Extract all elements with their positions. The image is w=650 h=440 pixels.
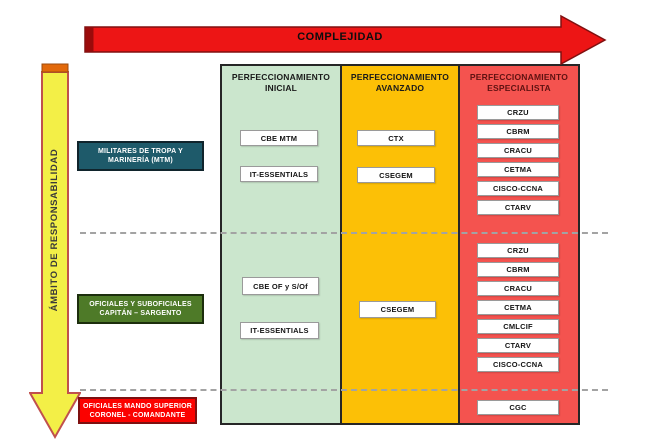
column-header-line1: PERFECCIONAMIENTO [231,72,331,82]
course-box: CISCO-CCNA [477,357,559,372]
course-box: CTARV [477,200,559,215]
course-box: CRZU [477,105,559,120]
course-box: IT-ESSENTIALS [240,322,319,339]
row-label-line1: OFICIALES Y SUBOFICIALES [89,301,192,308]
row-label-line1: OFICIALES MANDO SUPERIOR [82,402,193,410]
course-box: CRACU [477,281,559,296]
column-header-inicial [222,72,340,94]
row-label-oficiales [77,294,204,324]
column-header-avanzado [342,72,458,94]
course-box: CBRM [477,124,559,139]
course-box: CETMA [477,300,559,315]
column-header-line2: INICIAL [264,83,298,93]
column-header-line1: PERFECCIONAMIENTO [469,72,569,82]
course-box: CMLCIF [477,319,559,334]
course-box: CBE MTM [240,130,318,146]
course-box: CBE OF y S/Of [242,277,319,295]
course-box: CRZU [477,243,559,258]
row-label-line2: MARINERÍA (MTM) [108,157,173,164]
course-box: CGC [477,400,559,415]
row-label-line2: CORONEL - COMANDANTE [89,411,186,419]
course-box: CTARV [477,338,559,353]
band-divider-bottom [80,389,608,391]
course-box: CBRM [477,262,559,277]
row-label-mtm [77,141,204,171]
column-header-line1: PERFECCIONAMIENTO [350,72,450,82]
column-perfeccionamiento-inicial [220,64,342,425]
row-label-line2: CAPITÁN – SARGENTO [99,310,182,317]
course-box: CETMA [477,162,559,177]
column-perfeccionamiento-avanzado [340,64,460,425]
column-header-line2: AVANZADO [375,83,425,93]
course-box: CRACU [477,143,559,158]
row-label-mando-superior [78,397,197,424]
course-box: CISCO-CCNA [477,181,559,196]
column-header-especialista [460,72,578,94]
course-box: IT-ESSENTIALS [240,166,318,182]
complexity-axis-label: COMPLEJIDAD [297,31,383,43]
row-label-line1: MILITARES DE TROPA Y [97,148,184,155]
responsibility-axis-label: ÁMBITO DE RESPONSABILIDAD [49,148,60,312]
course-box: CTX [357,130,435,146]
course-box: CSEGEM [357,167,435,183]
column-header-line2: ESPECIALISTA [487,83,551,93]
course-box: CSEGEM [359,301,436,318]
band-divider-top [80,232,608,234]
